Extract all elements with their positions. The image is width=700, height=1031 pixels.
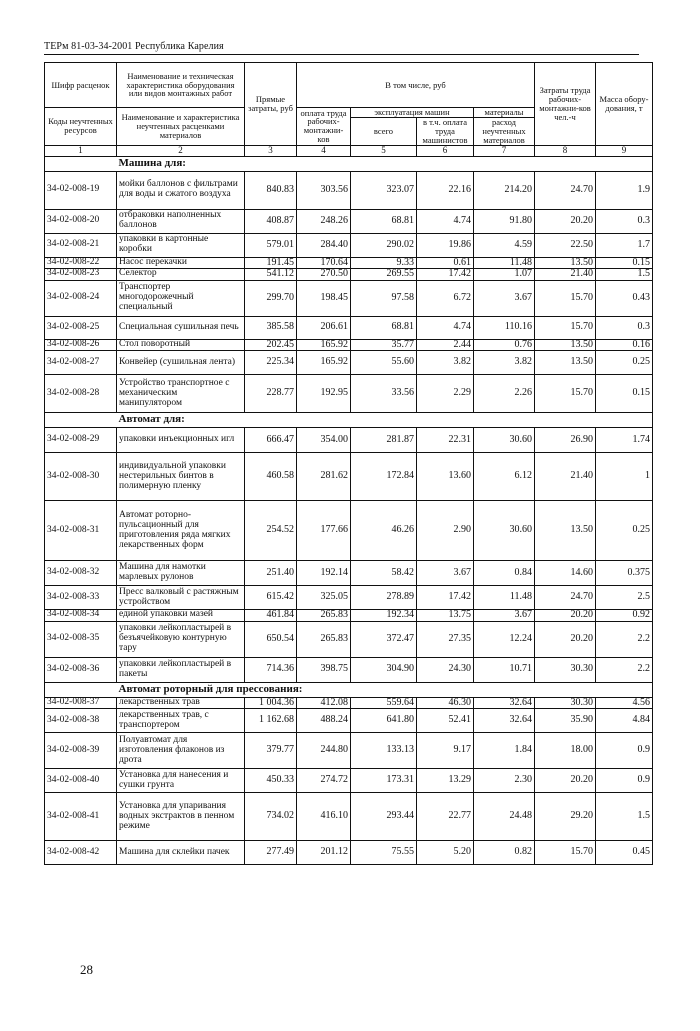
col-num: 5 bbox=[351, 145, 417, 156]
value-direct: 385.58 bbox=[245, 316, 297, 339]
rate-name: Конвейер (сушильная лента) bbox=[117, 351, 245, 375]
rate-code: 34-02-008-35 bbox=[45, 621, 117, 657]
section-header bbox=[45, 156, 653, 171]
value-machines: 323.07 bbox=[351, 171, 417, 209]
value-labor: 20.20 bbox=[535, 209, 596, 233]
table-row bbox=[45, 709, 653, 733]
rate-code: 34-02-008-26 bbox=[45, 339, 117, 351]
value-machines: 33.56 bbox=[351, 375, 417, 413]
value-mass: 0.9 bbox=[596, 733, 653, 769]
value-direct: 541.12 bbox=[245, 269, 297, 281]
rate-code: 34-02-008-27 bbox=[45, 351, 117, 375]
value-materials: 2.30 bbox=[474, 769, 535, 793]
value-machines: 290.02 bbox=[351, 233, 417, 257]
rate-name: Установка для упаривания водных экстрактов в пенном режиме bbox=[117, 793, 245, 841]
rate-code: 34-02-008-40 bbox=[45, 769, 117, 793]
table-row bbox=[45, 316, 653, 339]
value-materials: 6.12 bbox=[474, 453, 535, 501]
table-row bbox=[45, 610, 653, 622]
table-row bbox=[45, 501, 653, 561]
value-direct: 1 162.68 bbox=[245, 709, 297, 733]
col-direct-costs: Прямые затраты, руб bbox=[245, 63, 297, 146]
rate-name: индивидуальной упаковки нестерильных бинтов в полимерную пленку bbox=[117, 453, 245, 501]
table-row bbox=[45, 428, 653, 453]
col-machine-group: эксплуатация машин bbox=[351, 108, 474, 118]
value-machines: 172.84 bbox=[351, 453, 417, 501]
value-labor-pay: 303.56 bbox=[297, 171, 351, 209]
value-machinists: 13.29 bbox=[417, 769, 474, 793]
table-row bbox=[45, 793, 653, 841]
col-num: 6 bbox=[417, 145, 474, 156]
document-header: ТЕРм 81-03-34-2001 Республика Карелия bbox=[44, 41, 224, 52]
header-rule bbox=[44, 54, 639, 55]
rate-code: 34-02-008-22 bbox=[45, 257, 117, 269]
value-labor-pay: 192.95 bbox=[297, 375, 351, 413]
table-row bbox=[45, 697, 653, 709]
col-code-top: Шифр расценок bbox=[45, 63, 117, 108]
value-machinists: 5.20 bbox=[417, 841, 474, 865]
value-direct: 1 004.36 bbox=[245, 697, 297, 709]
value-labor-pay: 284.40 bbox=[297, 233, 351, 257]
header-row-1 bbox=[45, 63, 653, 108]
value-labor: 18.00 bbox=[535, 733, 596, 769]
value-labor-pay: 488.24 bbox=[297, 709, 351, 733]
table-row bbox=[45, 657, 653, 682]
rate-name: единой упаковки мазей bbox=[117, 610, 245, 622]
value-machines: 372.47 bbox=[351, 621, 417, 657]
value-labor-pay: 170.64 bbox=[297, 257, 351, 269]
value-labor: 20.20 bbox=[535, 610, 596, 622]
value-machinists: 13.60 bbox=[417, 453, 474, 501]
value-direct: 408.87 bbox=[245, 209, 297, 233]
value-machinists: 4.74 bbox=[417, 316, 474, 339]
rate-code: 34-02-008-33 bbox=[45, 586, 117, 610]
rate-name: упаковки инъекционных игл bbox=[117, 428, 245, 453]
rate-name: упаковки лейкопластырей в безъячейковую контурную тару bbox=[117, 621, 245, 657]
value-materials: 0.84 bbox=[474, 561, 535, 586]
value-materials: 1.84 bbox=[474, 733, 535, 769]
value-mass: 0.43 bbox=[596, 280, 653, 316]
value-machines: 559.64 bbox=[351, 697, 417, 709]
rate-code: 34-02-008-28 bbox=[45, 375, 117, 413]
table-row bbox=[45, 269, 653, 281]
value-labor: 22.50 bbox=[535, 233, 596, 257]
value-mass: 0.3 bbox=[596, 209, 653, 233]
rate-name: упаковки лейкопластырей в пакеты bbox=[117, 657, 245, 682]
value-mass: 2.2 bbox=[596, 621, 653, 657]
value-machines: 269.55 bbox=[351, 269, 417, 281]
value-labor-pay: 165.92 bbox=[297, 351, 351, 375]
value-labor: 13.50 bbox=[535, 257, 596, 269]
section-header bbox=[45, 682, 653, 697]
value-direct: 254.52 bbox=[245, 501, 297, 561]
value-labor: 30.30 bbox=[535, 657, 596, 682]
col-name-bottom: Наименование и характеристика неучтенных расценками материалов bbox=[117, 108, 245, 146]
value-materials: 214.20 bbox=[474, 171, 535, 209]
value-mass: 0.3 bbox=[596, 316, 653, 339]
table-row bbox=[45, 375, 653, 413]
value-labor: 29.20 bbox=[535, 793, 596, 841]
value-direct: 277.49 bbox=[245, 841, 297, 865]
value-labor: 13.50 bbox=[535, 339, 596, 351]
rate-code: 34-02-008-19 bbox=[45, 171, 117, 209]
value-materials: 3.67 bbox=[474, 610, 535, 622]
rate-name: Специальная сушильная печь bbox=[117, 316, 245, 339]
table-row bbox=[45, 769, 653, 793]
value-machines: 58.42 bbox=[351, 561, 417, 586]
value-mass: 0.45 bbox=[596, 841, 653, 865]
value-machines: 133.13 bbox=[351, 733, 417, 769]
rate-code: 34-02-008-31 bbox=[45, 501, 117, 561]
page-number: 28 bbox=[80, 962, 93, 977]
value-labor-pay: 206.61 bbox=[297, 316, 351, 339]
rate-name: Автомат роторно-пульсационный для приготовления ряда мягких лекарственных форм bbox=[117, 501, 245, 561]
value-machinists: 17.42 bbox=[417, 586, 474, 610]
value-materials: 1.07 bbox=[474, 269, 535, 281]
value-mass: 0.375 bbox=[596, 561, 653, 586]
value-materials: 10.71 bbox=[474, 657, 535, 682]
value-materials: 32.64 bbox=[474, 697, 535, 709]
value-direct: 379.77 bbox=[245, 733, 297, 769]
rate-name: упаковки в картонные коробки bbox=[117, 233, 245, 257]
value-mass: 1.7 bbox=[596, 233, 653, 257]
rate-code: 34-02-008-36 bbox=[45, 657, 117, 682]
col-name-top: Наименование и техническая характеристика оборудования или видов монтажных работ bbox=[117, 63, 245, 108]
table-row bbox=[45, 453, 653, 501]
value-mass: 1.74 bbox=[596, 428, 653, 453]
table-row bbox=[45, 280, 653, 316]
rate-code: 34-02-008-25 bbox=[45, 316, 117, 339]
value-labor-pay: 265.83 bbox=[297, 621, 351, 657]
col-mass: Масса обору-дования, т bbox=[596, 63, 653, 146]
value-labor: 15.70 bbox=[535, 375, 596, 413]
value-materials: 0.82 bbox=[474, 841, 535, 865]
value-materials: 32.64 bbox=[474, 709, 535, 733]
value-machinists: 22.16 bbox=[417, 171, 474, 209]
rate-code: 34-02-008-39 bbox=[45, 733, 117, 769]
value-materials: 11.48 bbox=[474, 586, 535, 610]
value-direct: 840.83 bbox=[245, 171, 297, 209]
rate-name: Машина для склейки пачек bbox=[117, 841, 245, 865]
col-num: 2 bbox=[117, 145, 245, 156]
value-labor: 15.70 bbox=[535, 841, 596, 865]
value-labor: 15.70 bbox=[535, 316, 596, 339]
value-labor: 30.30 bbox=[535, 697, 596, 709]
value-machines: 68.81 bbox=[351, 316, 417, 339]
value-labor: 24.70 bbox=[535, 586, 596, 610]
value-machines: 9.33 bbox=[351, 257, 417, 269]
value-mass: 1.9 bbox=[596, 171, 653, 209]
value-labor: 20.20 bbox=[535, 769, 596, 793]
value-machines: 281.87 bbox=[351, 428, 417, 453]
rate-code: 34-02-008-21 bbox=[45, 233, 117, 257]
value-materials: 24.48 bbox=[474, 793, 535, 841]
value-labor-pay: 192.14 bbox=[297, 561, 351, 586]
rate-code: 34-02-008-24 bbox=[45, 280, 117, 316]
col-num: 4 bbox=[297, 145, 351, 156]
value-direct: 299.70 bbox=[245, 280, 297, 316]
value-labor: 21.40 bbox=[535, 269, 596, 281]
value-labor-pay: 201.12 bbox=[297, 841, 351, 865]
section-title: Машина для: bbox=[117, 156, 653, 171]
rate-code: 34-02-008-20 bbox=[45, 209, 117, 233]
value-direct: 191.45 bbox=[245, 257, 297, 269]
value-machines: 46.26 bbox=[351, 501, 417, 561]
rate-code: 34-02-008-42 bbox=[45, 841, 117, 865]
value-mass: 0.9 bbox=[596, 769, 653, 793]
value-machines: 35.77 bbox=[351, 339, 417, 351]
col-materials-expense: расход неучтенных материалов bbox=[474, 117, 535, 145]
value-mass: 0.15 bbox=[596, 375, 653, 413]
rate-code: 34-02-008-32 bbox=[45, 561, 117, 586]
value-direct: 460.58 bbox=[245, 453, 297, 501]
value-labor: 21.40 bbox=[535, 453, 596, 501]
section-header bbox=[45, 413, 653, 428]
rate-name: лекарственных трав, с транспортером bbox=[117, 709, 245, 733]
col-materials-group: материалы bbox=[474, 108, 535, 118]
value-mass: 0.25 bbox=[596, 351, 653, 375]
value-mass: 0.25 bbox=[596, 501, 653, 561]
value-direct: 615.42 bbox=[245, 586, 297, 610]
value-labor: 24.70 bbox=[535, 171, 596, 209]
value-machines: 278.89 bbox=[351, 586, 417, 610]
value-labor: 26.90 bbox=[535, 428, 596, 453]
value-machinists: 27.35 bbox=[417, 621, 474, 657]
value-machinists: 22.31 bbox=[417, 428, 474, 453]
value-machines: 192.34 bbox=[351, 610, 417, 622]
value-mass: 0.15 bbox=[596, 257, 653, 269]
rate-name: Пресс валковый с растяжным устройством bbox=[117, 586, 245, 610]
value-machinists: 6.72 bbox=[417, 280, 474, 316]
rate-code: 34-02-008-37 bbox=[45, 697, 117, 709]
table-row bbox=[45, 339, 653, 351]
col-code-bottom: Коды неучтенных ресурсов bbox=[45, 108, 117, 146]
value-machinists: 4.74 bbox=[417, 209, 474, 233]
col-labor-costs: Затраты труда рабочих-монтажни-ков чел.-ч bbox=[535, 63, 596, 146]
table-row bbox=[45, 209, 653, 233]
rate-name: Насос перекачки bbox=[117, 257, 245, 269]
value-direct: 461.84 bbox=[245, 610, 297, 622]
table-row bbox=[45, 586, 653, 610]
rate-name: лекарственных трав bbox=[117, 697, 245, 709]
col-labor-pay: оплата труда рабочих-монтажни-ков bbox=[297, 108, 351, 146]
value-machinists: 19.86 bbox=[417, 233, 474, 257]
rate-name: Стол поворотный bbox=[117, 339, 245, 351]
value-machinists: 46.30 bbox=[417, 697, 474, 709]
value-materials: 3.82 bbox=[474, 351, 535, 375]
col-machine-total: всего bbox=[351, 117, 417, 145]
value-direct: 251.40 bbox=[245, 561, 297, 586]
value-machines: 304.90 bbox=[351, 657, 417, 682]
rate-name: Машина для намотки марлевых рулонов bbox=[117, 561, 245, 586]
value-machines: 55.60 bbox=[351, 351, 417, 375]
value-labor: 14.60 bbox=[535, 561, 596, 586]
table-row bbox=[45, 257, 653, 269]
value-labor-pay: 354.00 bbox=[297, 428, 351, 453]
section-title: Автомат для: bbox=[117, 413, 653, 428]
value-materials: 4.59 bbox=[474, 233, 535, 257]
value-materials: 110.16 bbox=[474, 316, 535, 339]
value-labor-pay: 248.26 bbox=[297, 209, 351, 233]
col-num: 3 bbox=[245, 145, 297, 156]
table-row bbox=[45, 561, 653, 586]
value-direct: 450.33 bbox=[245, 769, 297, 793]
value-labor-pay: 244.80 bbox=[297, 733, 351, 769]
value-direct: 225.34 bbox=[245, 351, 297, 375]
value-direct: 202.45 bbox=[245, 339, 297, 351]
value-machines: 75.55 bbox=[351, 841, 417, 865]
value-machinists: 9.17 bbox=[417, 733, 474, 769]
value-machinists: 2.90 bbox=[417, 501, 474, 561]
rate-name: Установка для нанесения и сушки грунта bbox=[117, 769, 245, 793]
value-mass: 4.84 bbox=[596, 709, 653, 733]
rate-name: Селектор bbox=[117, 269, 245, 281]
value-machinists: 52.41 bbox=[417, 709, 474, 733]
value-labor: 15.70 bbox=[535, 280, 596, 316]
value-mass: 0.92 bbox=[596, 610, 653, 622]
value-machinists: 3.67 bbox=[417, 561, 474, 586]
value-mass: 0.16 bbox=[596, 339, 653, 351]
col-machine-labor: в т.ч. оплата труда машинистов bbox=[417, 117, 474, 145]
rate-code: 34-02-008-29 bbox=[45, 428, 117, 453]
value-mass: 1 bbox=[596, 453, 653, 501]
value-materials: 3.67 bbox=[474, 280, 535, 316]
value-labor-pay: 274.72 bbox=[297, 769, 351, 793]
value-mass: 2.2 bbox=[596, 657, 653, 682]
col-num: 1 bbox=[45, 145, 117, 156]
rate-name: отбраковки наполненных баллонов bbox=[117, 209, 245, 233]
value-machinists: 3.82 bbox=[417, 351, 474, 375]
rate-code: 34-02-008-41 bbox=[45, 793, 117, 841]
value-materials: 0.76 bbox=[474, 339, 535, 351]
value-labor-pay: 325.05 bbox=[297, 586, 351, 610]
value-labor-pay: 270.50 bbox=[297, 269, 351, 281]
value-mass: 1.5 bbox=[596, 793, 653, 841]
value-materials: 11.48 bbox=[474, 257, 535, 269]
value-mass: 4.56 bbox=[596, 697, 653, 709]
value-machinists: 0.61 bbox=[417, 257, 474, 269]
value-labor: 13.50 bbox=[535, 501, 596, 561]
value-labor-pay: 412.08 bbox=[297, 697, 351, 709]
value-labor: 13.50 bbox=[535, 351, 596, 375]
value-machinists: 13.75 bbox=[417, 610, 474, 622]
value-labor-pay: 416.10 bbox=[297, 793, 351, 841]
value-materials: 2.26 bbox=[474, 375, 535, 413]
rate-name: Полуавтомат для изготовления флаконов из дрота bbox=[117, 733, 245, 769]
table-row bbox=[45, 351, 653, 375]
value-machines: 97.58 bbox=[351, 280, 417, 316]
value-labor-pay: 265.83 bbox=[297, 610, 351, 622]
value-mass: 2.5 bbox=[596, 586, 653, 610]
table-row bbox=[45, 841, 653, 865]
table-row bbox=[45, 171, 653, 209]
value-labor-pay: 177.66 bbox=[297, 501, 351, 561]
table-row bbox=[45, 621, 653, 657]
value-materials: 91.80 bbox=[474, 209, 535, 233]
col-num: 7 bbox=[474, 145, 535, 156]
value-machinists: 2.44 bbox=[417, 339, 474, 351]
value-labor-pay: 165.92 bbox=[297, 339, 351, 351]
col-num: 8 bbox=[535, 145, 596, 156]
rates-table bbox=[44, 62, 653, 865]
rate-name: мойки баллонов с фильтрами для воды и сжатого воздуха bbox=[117, 171, 245, 209]
value-labor-pay: 198.45 bbox=[297, 280, 351, 316]
value-labor: 20.20 bbox=[535, 621, 596, 657]
value-machines: 173.31 bbox=[351, 769, 417, 793]
col-incl-header: В том числе, руб bbox=[297, 63, 535, 108]
value-direct: 650.54 bbox=[245, 621, 297, 657]
column-numbers-row bbox=[45, 145, 653, 156]
value-mass: 1.5 bbox=[596, 269, 653, 281]
value-machinists: 24.30 bbox=[417, 657, 474, 682]
value-machinists: 2.29 bbox=[417, 375, 474, 413]
rate-code: 34-02-008-30 bbox=[45, 453, 117, 501]
section-title: Автомат роторный для прессования: bbox=[117, 682, 653, 697]
value-machines: 293.44 bbox=[351, 793, 417, 841]
col-num: 9 bbox=[596, 145, 653, 156]
value-direct: 714.36 bbox=[245, 657, 297, 682]
value-materials: 12.24 bbox=[474, 621, 535, 657]
table-row bbox=[45, 733, 653, 769]
value-machinists: 17.42 bbox=[417, 269, 474, 281]
value-direct: 734.02 bbox=[245, 793, 297, 841]
rate-code: 34-02-008-38 bbox=[45, 709, 117, 733]
value-machines: 68.81 bbox=[351, 209, 417, 233]
value-machines: 641.80 bbox=[351, 709, 417, 733]
value-materials: 30.60 bbox=[474, 428, 535, 453]
value-direct: 228.77 bbox=[245, 375, 297, 413]
value-labor: 35.90 bbox=[535, 709, 596, 733]
rate-name: Транспортер многодорожечный специальный bbox=[117, 280, 245, 316]
value-machinists: 22.77 bbox=[417, 793, 474, 841]
value-labor-pay: 398.75 bbox=[297, 657, 351, 682]
value-labor-pay: 281.62 bbox=[297, 453, 351, 501]
rate-code: 34-02-008-23 bbox=[45, 269, 117, 281]
rate-name: Устройство транспортное с механическим манипулятором bbox=[117, 375, 245, 413]
value-materials: 30.60 bbox=[474, 501, 535, 561]
rate-code: 34-02-008-34 bbox=[45, 610, 117, 622]
table-row bbox=[45, 233, 653, 257]
value-direct: 579.01 bbox=[245, 233, 297, 257]
value-direct: 666.47 bbox=[245, 428, 297, 453]
